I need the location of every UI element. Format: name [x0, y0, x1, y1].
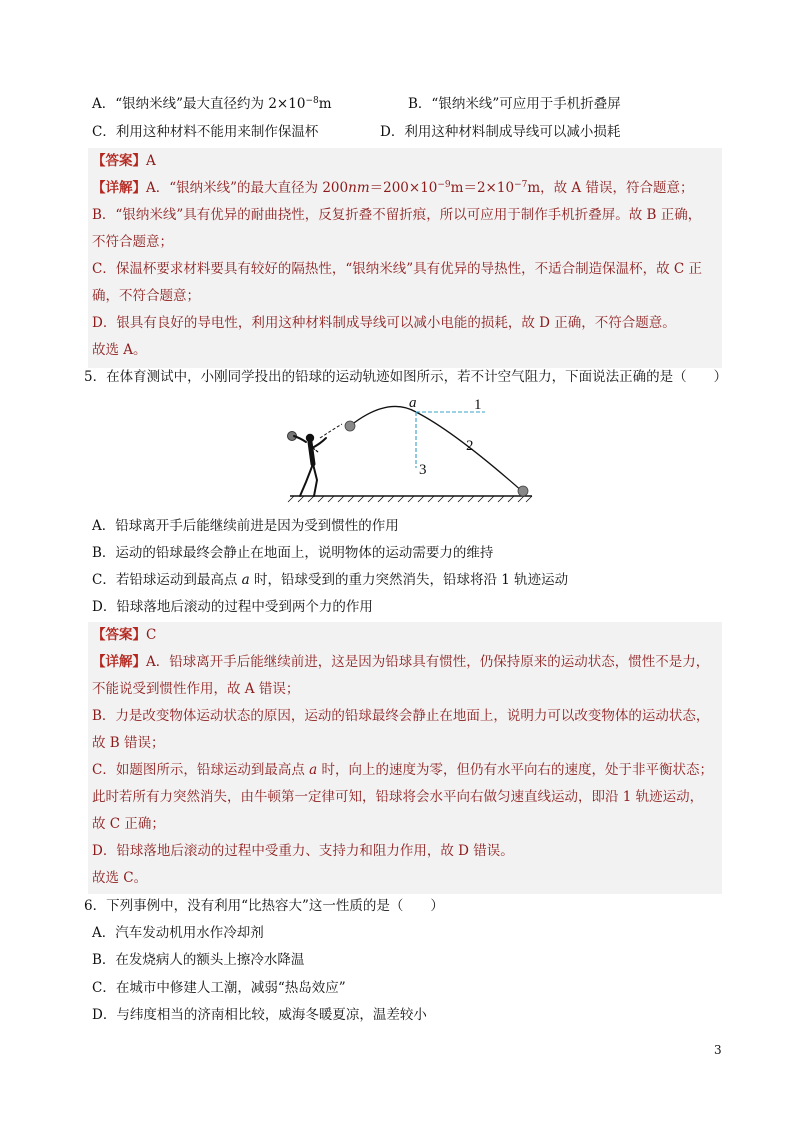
ground-hatching: [288, 496, 532, 502]
q6-option-a: A．汽车发动机用水作冷却剂: [92, 925, 264, 941]
q5-detail-c-3: 故 C 正确；: [92, 816, 165, 832]
point-a-label: a: [409, 395, 417, 411]
q4-detail-d-1: D．银具有良好的导电性，利用这种材料制成导线可以减小电能的损耗，故 D 正确，不符合题意。: [92, 315, 676, 331]
release-motion-dashes: [320, 424, 342, 438]
q5-option-d: D．铅球落地后滚动的过程中受到两个力的作用: [92, 599, 373, 615]
q4-answer-line: 【答案】A: [92, 153, 156, 169]
q5-detail-a-1: 【详解】A．铅球离开手后能继续前进，这是因为铅球具有惯性，仍保持原来的运动状态，惯性不是力，: [92, 654, 710, 670]
q5-detail-c-2: 此时若所有力突然消失，由牛顿第一定律可知，铅球将会水平向右做匀速直线运动，即沿 1 轨迹运动，: [92, 789, 704, 805]
path-2-label: 2: [466, 438, 474, 454]
q6-option-d: D．与纬度相当的济南相比较，威海冬暖夏凉，温差较小: [92, 1007, 427, 1023]
q4-detail-a: 【详解】A．“银纳米线”的最大直径为 $200nm=200\times 10^{-9}m=2\times 10^{-7}m$，故 A 错误，符合题意；: [92, 180, 694, 196]
q4-detail-c-1: C．保温杯要求材料要具有较好的隔热性，“银纳米线”具有优异的导热性，不适合制造保温杯，故 C 正: [92, 261, 703, 277]
q6-option-b: B．在发烧病人的额头上擦冷水降温: [92, 952, 305, 968]
q5-conclusion: 故选 C。: [92, 870, 148, 886]
q5-option-b: B．运动的铅球最终会静止在地面上，说明物体的运动需要力的维持: [92, 545, 494, 561]
page-number: 3: [714, 1043, 722, 1057]
path-1-label: 1: [474, 397, 482, 413]
shot-ball-landed: [518, 486, 528, 496]
q5-detail-c-1: C．如题图所示，铅球运动到最高点 a 时，向上的速度为零，但仍有水平向右的速度，处于非平衡状态；: [92, 762, 713, 778]
path-3-label: 3: [419, 462, 427, 478]
shot-ball-start: [345, 421, 355, 431]
q5-option-c: C．若铅球运动到最高点 a 时，铅球受到的重力突然消失，铅球将沿 1 轨迹运动: [92, 572, 569, 588]
q4-option-d: D．利用这种材料制成导线可以减小损耗: [380, 124, 621, 140]
q5-stem: 5．在体育测试中，小刚同学投出的铅球的运动轨迹如图所示，若不计空气阻力，下面说法正确的是（ ）: [84, 369, 728, 385]
q6-option-c: C．在城市中修建人工潮，减弱“热岛效应”: [92, 980, 346, 996]
shot-put-trajectory-figure: [280, 392, 540, 504]
q5-answer-line: 【答案】C: [92, 627, 157, 643]
q4-option-c: C．利用这种材料不能用来制作保温杯: [92, 124, 319, 140]
q4-detail-c-2: 确，不符合题意；: [92, 288, 200, 304]
q6-stem: 6．下列事例中，没有利用“比热容大”这一性质的是（ ）: [84, 898, 444, 914]
q4-detail-b-1: B．“银纳米线”具有优异的耐曲挠性，反复折叠不留折痕，所以可应用于制作手机折叠屏。故 B 正确，: [92, 207, 702, 223]
q5-detail-b-1: B．力是改变物体运动状态的原因，运动的铅球最终会静止在地面上，说明力可以改变物体的运动状态，: [92, 708, 710, 724]
q5-option-a: A．铅球离开手后能继续前进是因为受到惯性的作用: [92, 518, 399, 534]
q4-detail-b-2: 不符合题意；: [92, 234, 173, 250]
trajectory-path-2: [350, 406, 523, 492]
q4-conclusion: 故选 A。: [92, 342, 147, 358]
q5-detail-a-2: 不能说受到惯性作用，故 A 错误；: [92, 681, 300, 697]
q4-option-a: A．“银纳米线”最大直径约为 $2\times 10^{-8}m$: [92, 96, 332, 112]
athlete-figure: [288, 432, 327, 497]
q4-option-b: B．“银纳米线”可应用于手机折叠屏: [408, 96, 621, 112]
q5-detail-b-2: 故 B 错误；: [92, 735, 165, 751]
q5-detail-d-1: D．铅球落地后滚动的过程中受重力、支持力和阻力作用，故 D 错误。: [92, 843, 514, 859]
